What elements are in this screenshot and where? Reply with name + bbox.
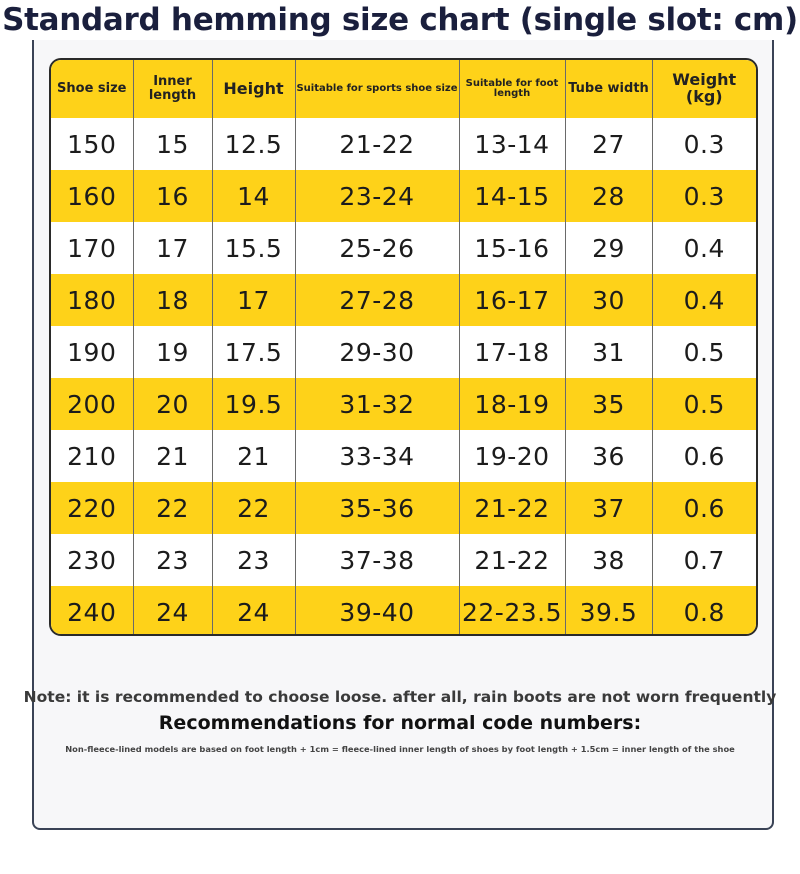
cell-shoe-size: 240 — [51, 586, 133, 636]
cell-height: 14 — [212, 170, 295, 222]
cell-foot-length: 19-20 — [459, 430, 565, 482]
cell-height: 12.5 — [212, 118, 295, 170]
cell-foot-length: 21-22 — [459, 482, 565, 534]
cell-height: 15.5 — [212, 222, 295, 274]
cell-foot-length: 15-16 — [459, 222, 565, 274]
cell-height: 22 — [212, 482, 295, 534]
cell-shoe-size: 180 — [51, 274, 133, 326]
header-foot-length: Suitable for foot length — [459, 60, 565, 118]
cell-sports-shoe-size: 27-28 — [295, 274, 459, 326]
cell-sports-shoe-size: 23-24 — [295, 170, 459, 222]
cell-foot-length: 21-22 — [459, 534, 565, 586]
cell-inner-length: 23 — [133, 534, 212, 586]
cell-inner-length: 22 — [133, 482, 212, 534]
cell-inner-length: 15 — [133, 118, 212, 170]
cell-height: 17.5 — [212, 326, 295, 378]
recommendations-text: Non-fleece-lined models are based on foot length + 1cm = fleece-lined inner length of shoes by foot length + 1.5cm = inner length of the shoe — [65, 744, 735, 754]
table-row — [51, 482, 756, 534]
cell-shoe-size: 210 — [51, 430, 133, 482]
cell-weight: 0.7 — [683, 545, 725, 575]
cell-tube-width: 35 — [565, 378, 652, 430]
cell-weight: 0.3 — [683, 129, 725, 159]
cell-sports-shoe-size: 29-30 — [295, 326, 459, 378]
table-row — [51, 274, 756, 326]
cell-foot-length: 13-14 — [459, 118, 565, 170]
cell-sports-shoe-size: 39-40 — [295, 586, 459, 636]
cell-shoe-size: 190 — [51, 326, 133, 378]
cell-foot-length: 14-15 — [459, 170, 565, 222]
header-sports-shoe-size: Suitable for sports shoe size — [295, 60, 459, 118]
cell-tube-width: 28 — [565, 170, 652, 222]
cell-weight: 0.3 — [683, 181, 725, 211]
header-weight: Weight (kg) — [672, 70, 737, 106]
cell-sports-shoe-size: 21-22 — [295, 118, 459, 170]
table-row — [51, 326, 756, 378]
cell-sports-shoe-size: 31-32 — [295, 378, 459, 430]
cell-inner-length: 17 — [133, 222, 212, 274]
cell-shoe-size: 170 — [51, 222, 133, 274]
note-text: Note: it is recommended to choose loose. after all, rain boots are not worn frequently — [23, 688, 777, 706]
cell-foot-length: 22-23.5 — [459, 586, 565, 636]
table-row — [51, 586, 756, 636]
cell-inner-length: 16 — [133, 170, 212, 222]
header-tube-width: Tube width — [565, 60, 652, 118]
cell-inner-length: 18 — [133, 274, 212, 326]
cell-weight: 0.8 — [683, 597, 725, 627]
header-inner-length: Inner length — [133, 60, 212, 118]
table-row — [51, 534, 756, 586]
recommendations-heading: Recommendations for normal code numbers: — [158, 712, 642, 734]
cell-foot-length: 16-17 — [459, 274, 565, 326]
cell-sports-shoe-size: 25-26 — [295, 222, 459, 274]
cell-tube-width: 37 — [565, 482, 652, 534]
cell-tube-width: 30 — [565, 274, 652, 326]
page-title: Standard hemming size chart (single slot: cm) — [2, 2, 798, 38]
cell-height: 19.5 — [212, 378, 295, 430]
cell-weight: 0.4 — [683, 233, 725, 263]
cell-foot-length: 17-18 — [459, 326, 565, 378]
cell-weight: 0.4 — [683, 285, 725, 315]
table-row — [51, 118, 756, 170]
cell-weight: 0.5 — [683, 337, 725, 367]
cell-tube-width: 36 — [565, 430, 652, 482]
cell-tube-width: 29 — [565, 222, 652, 274]
cell-inner-length: 20 — [133, 378, 212, 430]
table-row — [51, 222, 756, 274]
table-header-row — [51, 60, 756, 118]
cell-weight: 0.5 — [683, 389, 725, 419]
header-shoe-size: Shoe size — [51, 60, 133, 118]
cell-tube-width: 39.5 — [565, 586, 652, 636]
cell-inner-length: 21 — [133, 430, 212, 482]
cell-tube-width: 38 — [565, 534, 652, 586]
cell-height: 24 — [212, 586, 295, 636]
cell-shoe-size: 160 — [51, 170, 133, 222]
cell-height: 21 — [212, 430, 295, 482]
cell-weight: 0.6 — [683, 441, 725, 471]
cell-tube-width: 31 — [565, 326, 652, 378]
cell-sports-shoe-size: 33-34 — [295, 430, 459, 482]
cell-inner-length: 19 — [133, 326, 212, 378]
cell-shoe-size: 150 — [51, 118, 133, 170]
size-chart-table-wrapper — [49, 58, 758, 636]
cell-foot-length: 18-19 — [459, 378, 565, 430]
size-chart-table — [51, 60, 756, 636]
table-row — [51, 430, 756, 482]
cell-sports-shoe-size: 37-38 — [295, 534, 459, 586]
cell-tube-width: 27 — [565, 118, 652, 170]
cell-height: 23 — [212, 534, 295, 586]
cell-shoe-size: 230 — [51, 534, 133, 586]
cell-shoe-size: 200 — [51, 378, 133, 430]
table-row — [51, 170, 756, 222]
cell-sports-shoe-size: 35-36 — [295, 482, 459, 534]
header-height: Height — [212, 60, 295, 118]
cell-inner-length: 24 — [133, 586, 212, 636]
cell-weight: 0.6 — [683, 493, 725, 523]
cell-height: 17 — [212, 274, 295, 326]
cell-shoe-size: 220 — [51, 482, 133, 534]
table-row — [51, 378, 756, 430]
